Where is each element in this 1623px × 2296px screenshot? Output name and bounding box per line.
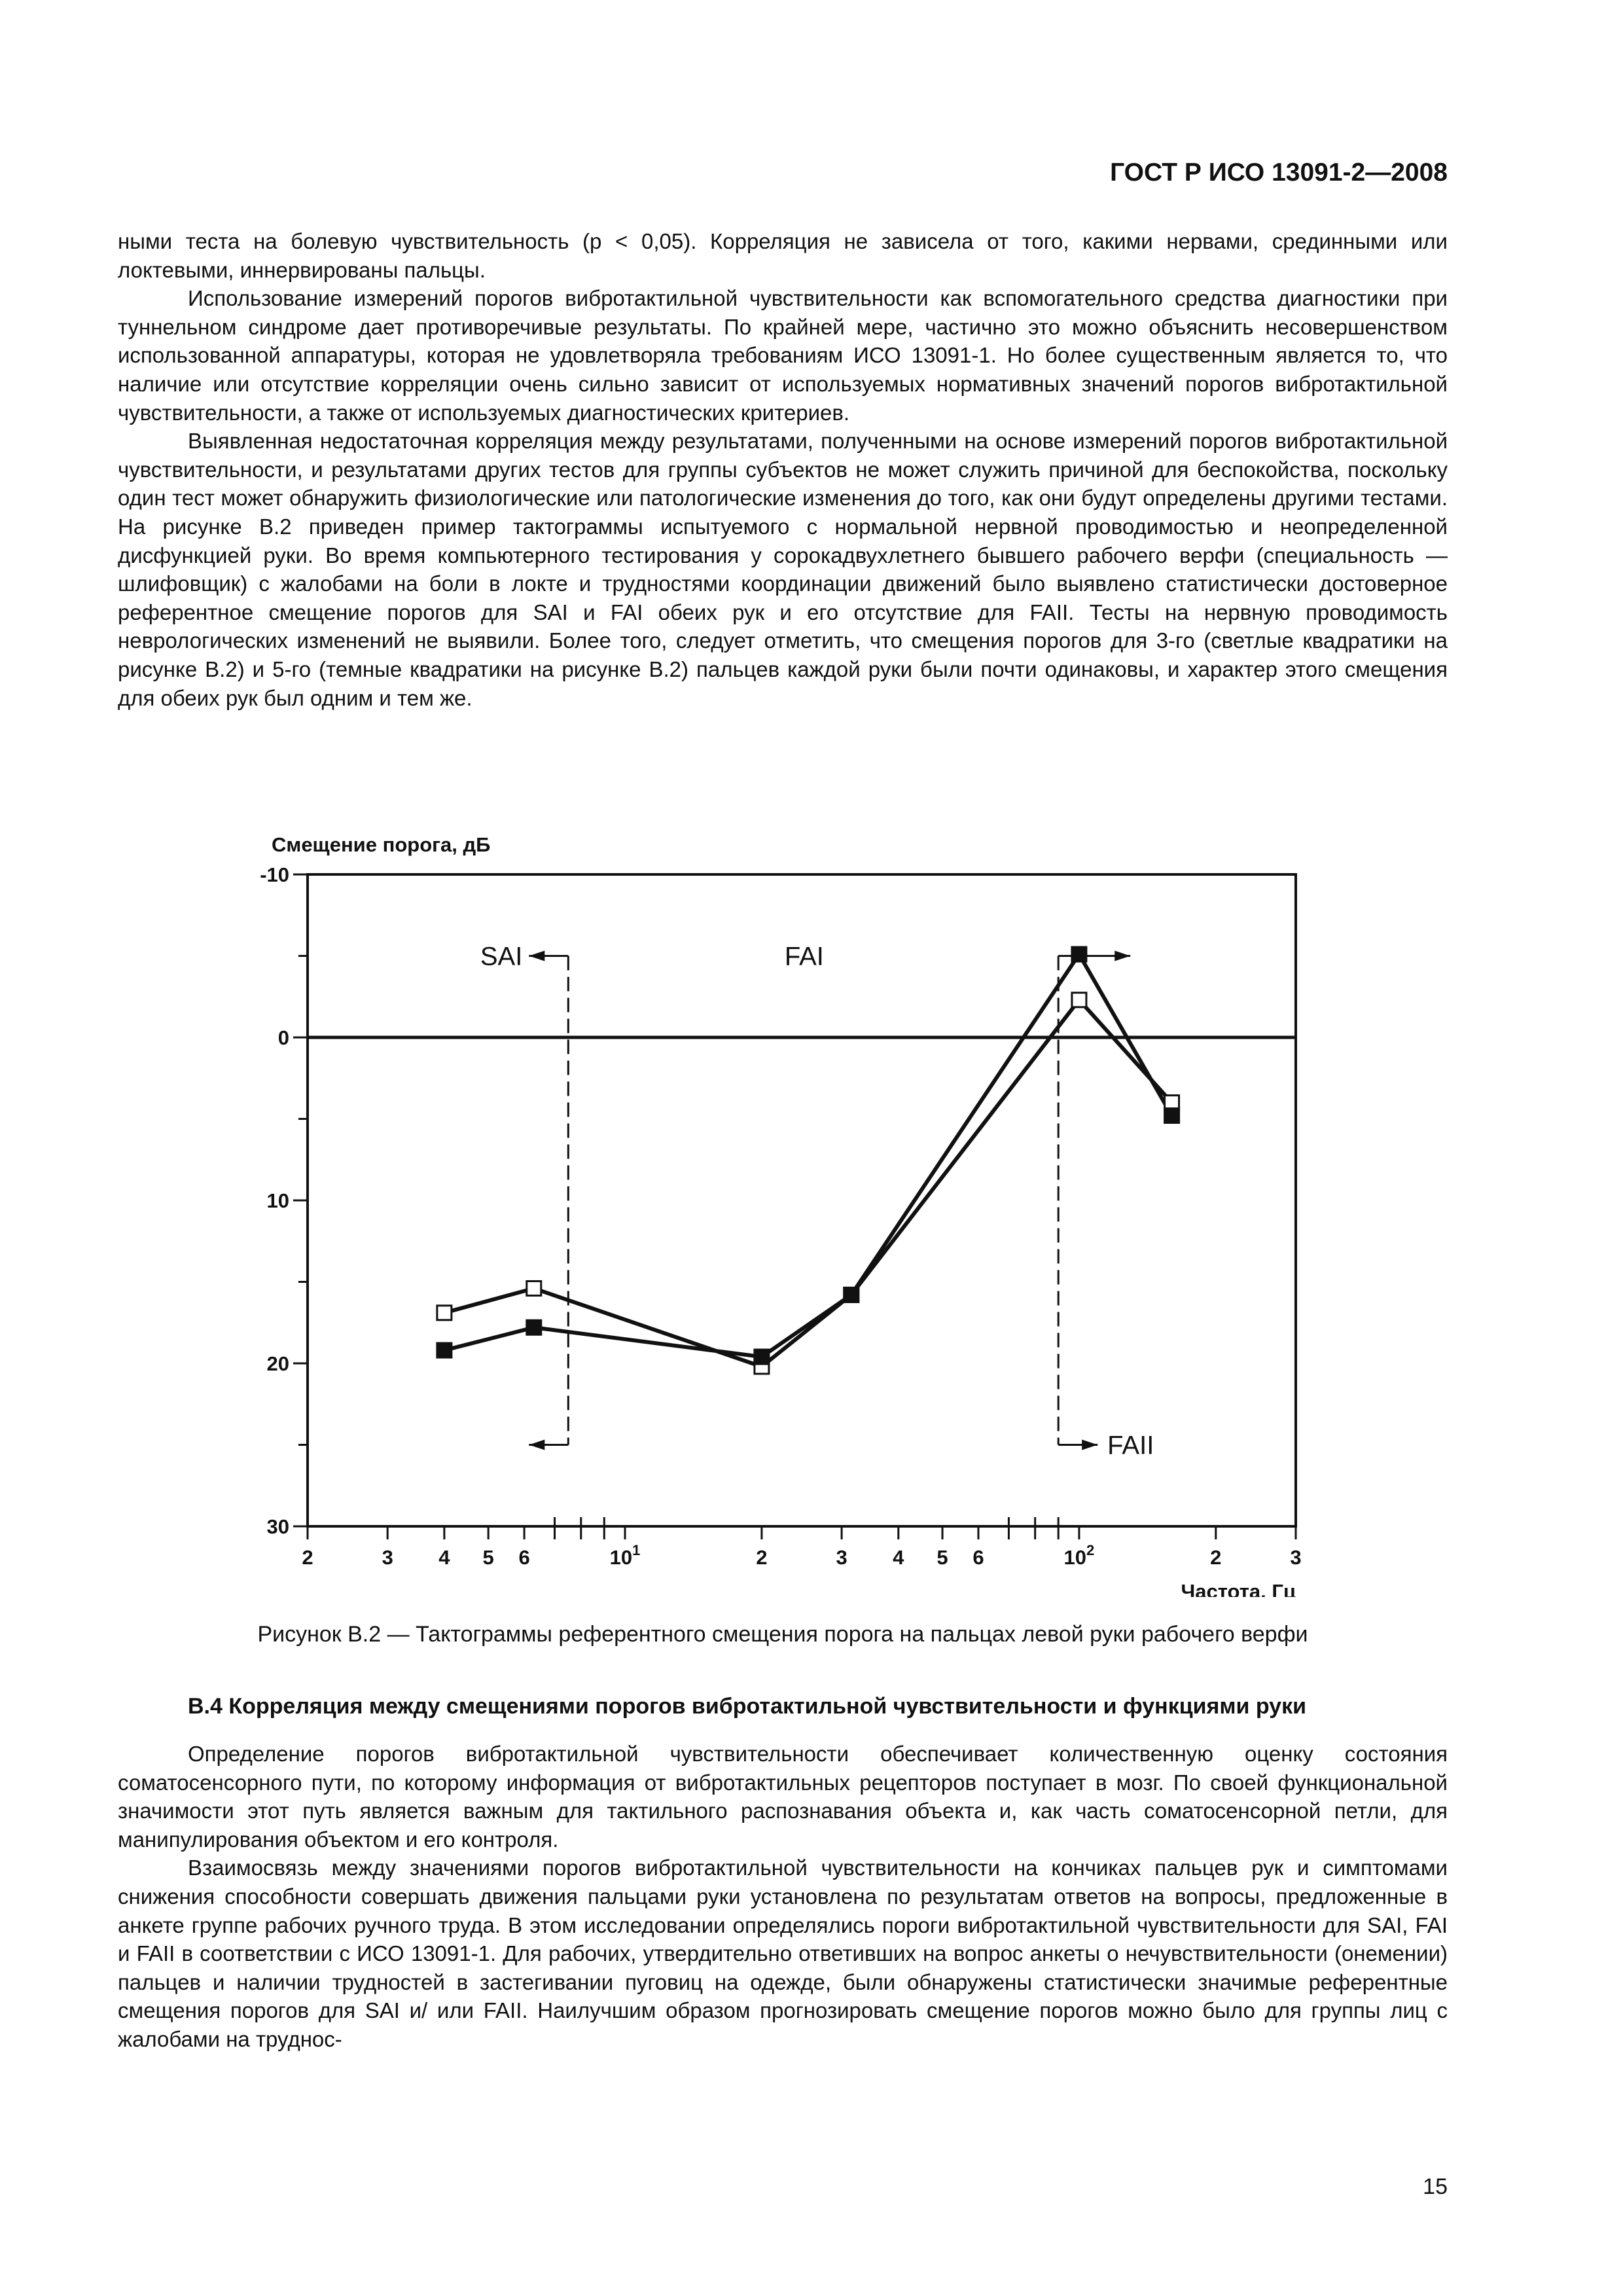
sai-arrow-top-head [529,951,544,961]
filled-square-marker [527,1320,541,1335]
figure-caption: Рисунок В.2 — Тактограммы референтного смещения порога на пальцах левой руки рабочего верфи [257,1622,1308,1647]
open-square-marker [1072,993,1086,1007]
section-title: В.4 Корреляция между смещениями порогов вибротактильной чувствительности и функциями руки [188,1694,1306,1719]
filled-square-marker [437,1343,452,1357]
tactogram-chart [223,812,1335,1597]
y-tick-label: 0 [277,1026,289,1049]
plot-frame [308,874,1296,1526]
x-tick-label: 5 [482,1546,494,1569]
filled-square-marker [1072,947,1086,961]
paragraph-2: Использование измерений порогов вибротактильной чувствительности как вспомогательного средства диагностики при туннельном синдроме дает противоречивые результаты. По крайней мере, частично это можно объяснить несовершенством использованной аппаратуры, которая не удовлетворяла требованиям ИСО 13091-1. Но более существенным является то, что наличие или отсутствие корреляции очень сильно зависит от используемых нормативных значений порогов вибротактильной чувствительности, а также от используемых диагностических критериев. [118,286,1448,425]
x-tick-label: 4 [438,1546,450,1569]
x-tick-label: $10^2$ [1063,1542,1095,1569]
filled-square-marker [1165,1109,1179,1123]
x-tick-label: 3 [836,1546,847,1569]
x-tick-label: 3 [1290,1546,1302,1569]
figure-b2 [223,812,1335,1600]
x-tick-label: 2 [302,1546,313,1569]
filled-square-marker [844,1287,859,1302]
x-tick-label: 2 [756,1546,768,1569]
series-1-line [444,1000,1172,1367]
y-tick-label: -10 [260,863,289,886]
page-number: 15 [1423,2174,1448,2199]
faii-label: FAII [1107,1431,1154,1460]
paragraph-4: Определение порогов вибротактильной чувствительности обеспечивает количественную оценку состояния соматосенсорного пути, по которому информация от вибротактильных рецепторов поступает в мозг. По своей функциональной значимости этот путь является важным для тактильного распознавания объекта и, как часть соматосенсорной петли, для манипулирования объектом и его контроля. [118,1742,1448,1852]
y-tick-label: 20 [266,1352,289,1375]
x-tick-label: 5 [936,1546,948,1569]
sai-label: SAI [480,942,523,971]
open-square-marker [437,1306,452,1320]
faii-arrow-bottom-head [1082,1440,1097,1450]
sai-arrow-bottom-head [529,1440,544,1450]
x-tick-label: 4 [893,1546,904,1569]
document-header: ГОСТ Р ИСО 13091-2—2008 [1110,158,1448,187]
text-block-bottom [118,1740,1448,2054]
paragraph-3: Выявленная недостаточная корреляция между результатами, полученными на основе измерений порогов вибротактильной чувствительности, и результатами других тестов для группы субъектов не может служить причиной для беспокойства, поскольку один тест может обнаружить физиологические или патологические изменения до того, как они будут определены другими тестами. На рисунке В.2 приведен пример тактограммы испытуемого с нормальной нервной проводимостью и неопределенной дисфункцией руки. Во время компьютерного тестирования у сорокадвухлетнего бывшего рабочего верфи (специальность — шлифовщик) с жалобами на боли в локте и трудностями координации движений было выявлено статистически достоверное референтное смещение порогов для SAI и FAI обеих рук и его отсутствие для FAII. Тесты на нервную проводимость неврологических изменений не выявили. Более того, следует отметить, что смещения порогов для 3-го (светлые квадратики на рисунке В.2) и 5-го (темные квадратики на рисунке В.2) пальцев каждой руки были почти одинаковы, и характер этого смещения для обеих рук был одним и тем же. [118,429,1448,710]
y-axis-label: Смещение порога, дБ [272,833,491,856]
paragraph-5: Взаимосвязь между значениями порогов вибротактильной чувствительности на кончиках пальцев рук и симптомами снижения способности совершать движения пальцами руки установлена по результатам ответов на вопросы, предложенные в анкете группе рабочих ручного труда. В этом исследовании определялись пороги вибротактильной чувствительности для SAI, FAI и FAII в соответствии с ИСО 13091-1. Для рабочих, утвердительно ответивших на вопрос анкеты о нечувствительности (онемении) пальцев и наличии трудностей в застегивании пуговиц на одежде, были обнаружены статистически значимые референтные смещения порогов для SAI и/ или FAII. Наилучшим образом прогнозировать смещение порогов можно было для группы лиц с жалобами на труднос- [118,1856,1448,2051]
y-tick-label: 10 [266,1189,289,1212]
filled-square-marker [755,1350,769,1364]
text-block-top [118,227,1448,712]
x-axis-label: Частота, Гц [1181,1580,1296,1597]
x-tick-label: 6 [972,1546,984,1569]
open-square-marker [527,1281,541,1295]
x-tick-label: $10^1$ [609,1542,641,1569]
x-tick-label: 6 [518,1546,530,1569]
x-tick-label: 3 [382,1546,393,1569]
x-tick-label: 2 [1210,1546,1222,1569]
faii-arrow-top-head [1115,951,1130,961]
y-tick-label: 30 [266,1515,289,1538]
paragraph-1: ными теста на болевую чувствительность (p < 0,05). Корреляция не зависела от того, какими нервами, срединными или локтевыми, иннервированы пальцы. [118,229,1448,282]
fai-label: FAI [784,942,824,971]
